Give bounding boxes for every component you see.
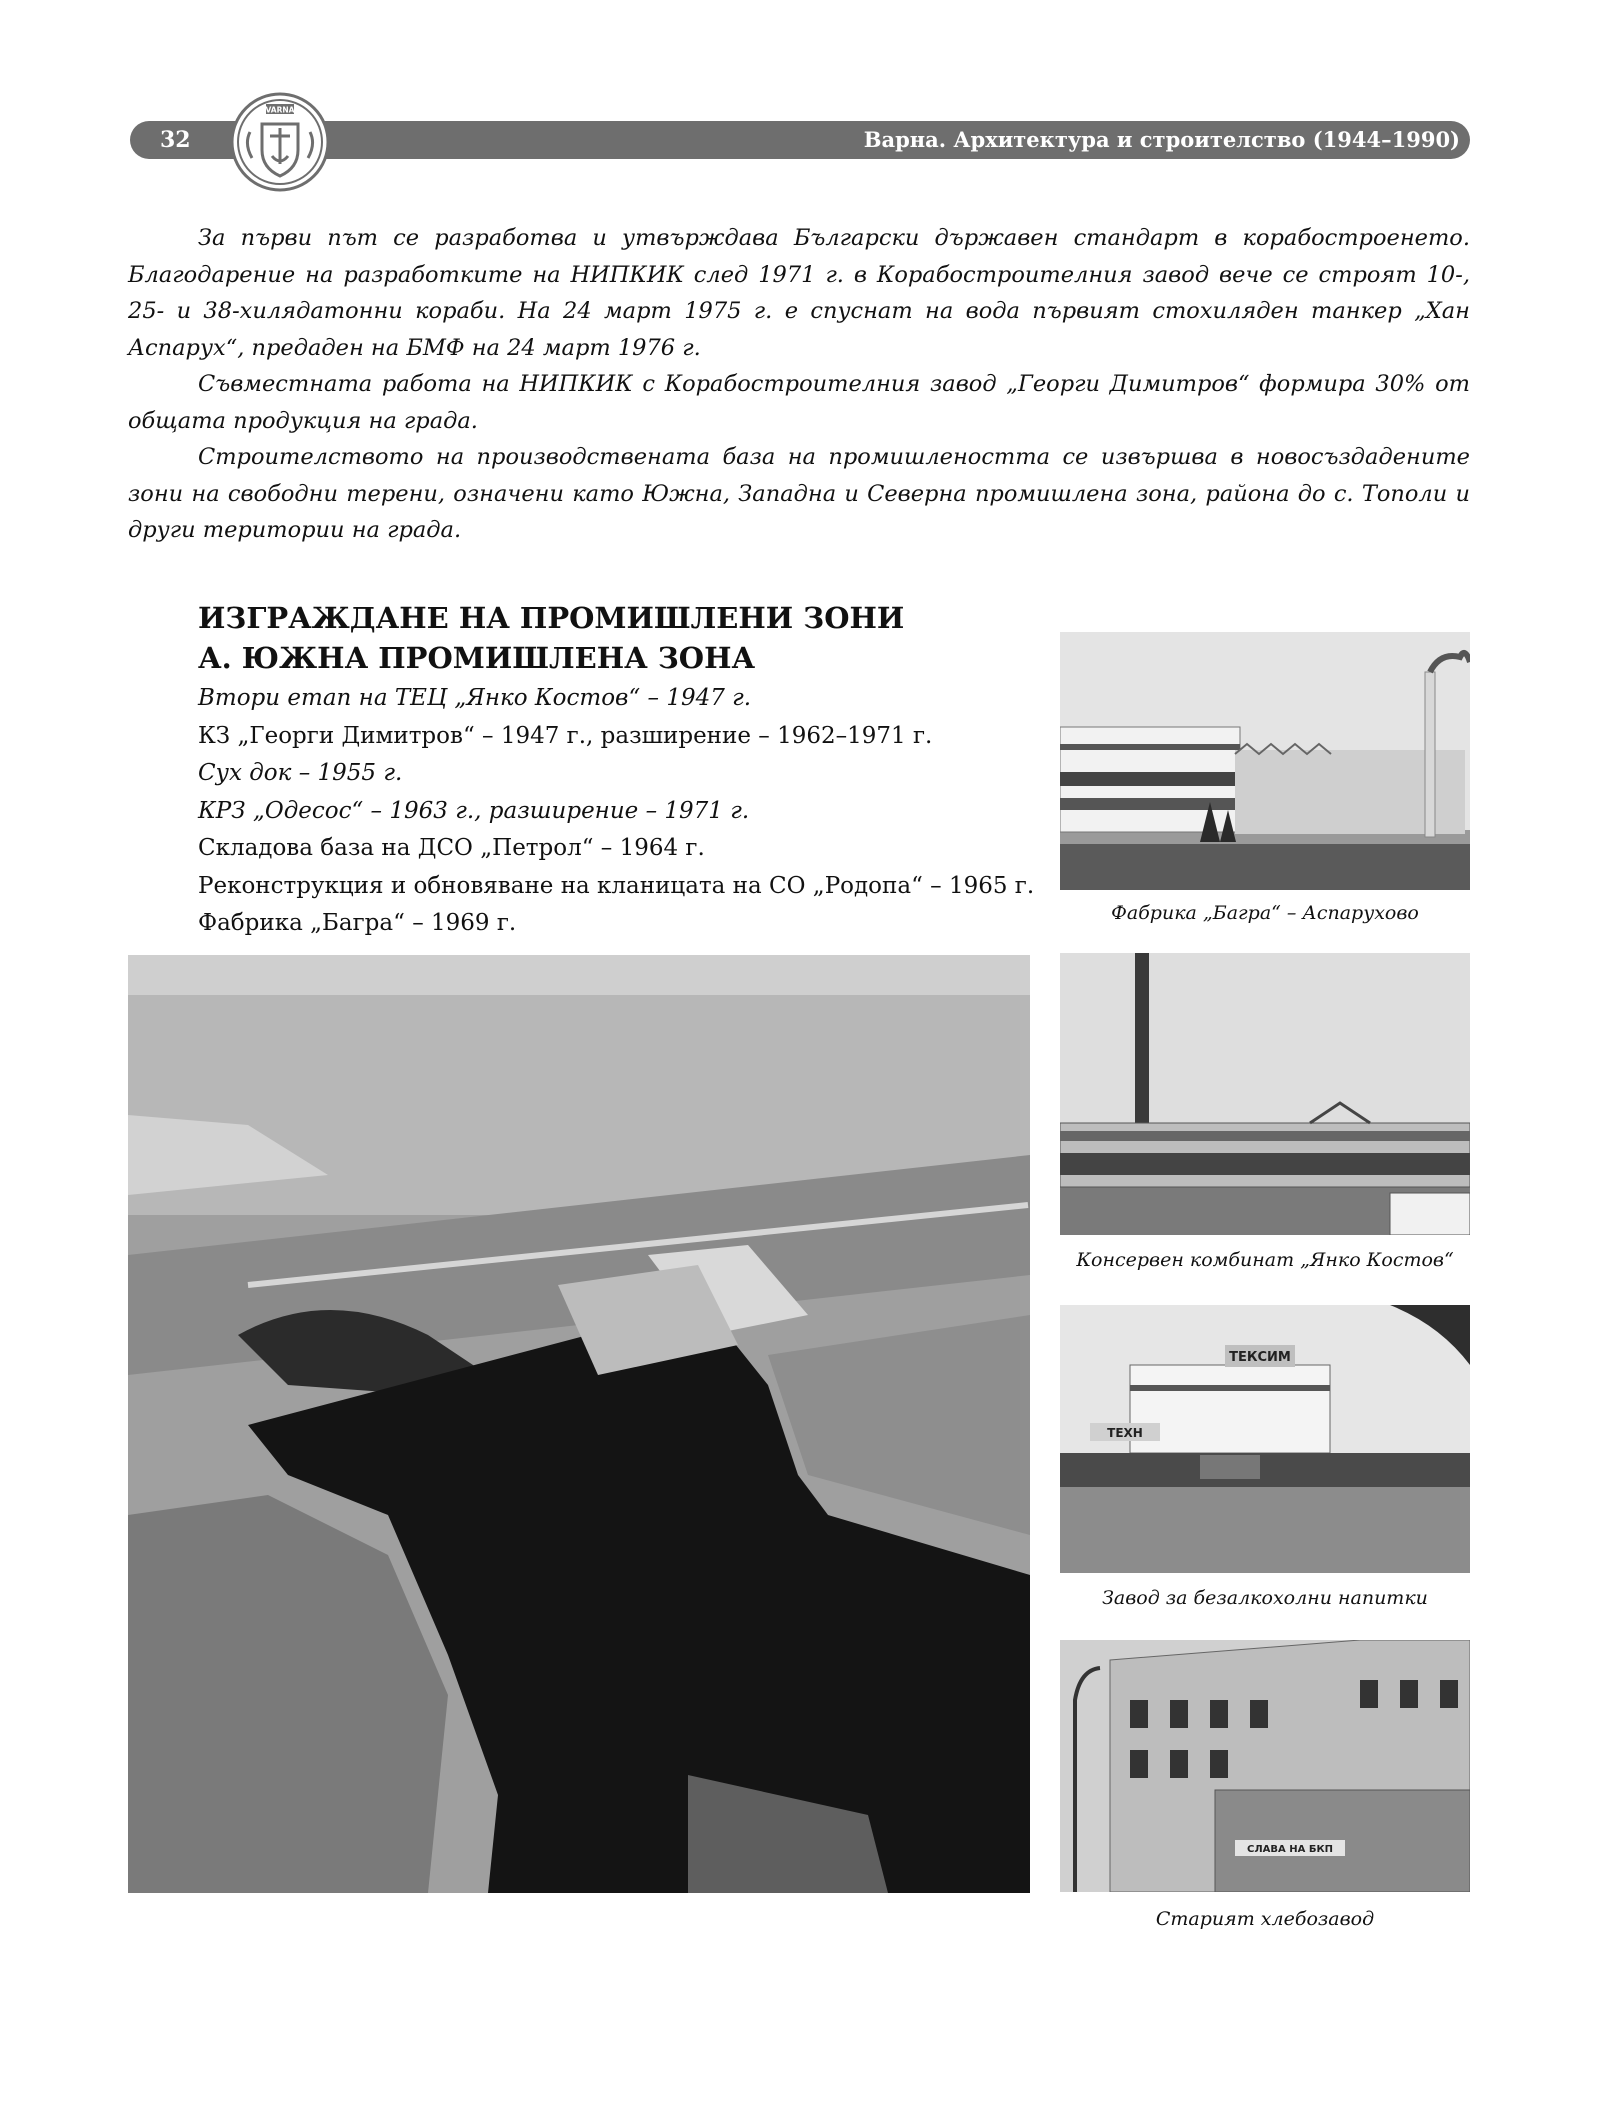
- caption-soft-drinks-factory: Завод за безалкохолни напитки: [1102, 1587, 1428, 1609]
- svg-text:ТЕКСИМ: ТЕКСИМ: [1229, 1350, 1291, 1365]
- list-item: Втори етап на ТЕЦ „Янко Костов“ – 1947 г.: [198, 685, 752, 711]
- paragraph: Съвместната работа на НИПКИК с Корабостроителния завод „Георги Димитров“ формира 30% от общата продукция на града.: [128, 371, 1470, 434]
- page-number: 32: [160, 127, 191, 153]
- list-item: КЗ „Георги Димитров“ – 1947 г., разширение – 1962–1971 г.: [198, 722, 933, 749]
- industrial-zone-list: [198, 680, 1058, 943]
- photo-old-bakery: [1060, 1640, 1470, 1892]
- caption-bagra-factory: Фабрика „Багра“ – Аспарухово: [1111, 902, 1419, 924]
- list-item: КРЗ „Одесос“ – 1963 г., разширение – 1971 г.: [198, 797, 750, 824]
- caption-old-bakery: Старият хлебозавод: [1155, 1908, 1375, 1930]
- paragraph: Строителството на производствената база на промишлеността се извършва в новосъздадените зони на свободни терени, означени като Южна, Западна и Северна промишлена зона, района до с. Тополи и други територии на града.: [128, 444, 1470, 543]
- photo-soft-drinks-factory: [1060, 1305, 1470, 1573]
- paragraph: За първи път се разработва и утвърждава Български държавен стандарт в корабостроенето. Благодарение на разработките на НИПКИК след 1971 г. в Корабостроителния завод вече се строят 10-, 25- и 38-хилядатонни кораби. На 24 март 1975 г. е спуснат на вода първият стохиляден танкер „Хан Аспарух“, предаден на БМФ на 24 март 1976 г.: [128, 225, 1470, 361]
- list-item: Сух док – 1955 г.: [198, 760, 403, 786]
- svg-text:VARNA: VARNA: [265, 105, 295, 115]
- body-text: [128, 220, 1470, 549]
- section-title: ИЗГРАЖДАНЕ НА ПРОМИШЛЕНИ ЗОНИ: [198, 601, 905, 635]
- caption-cannery: Консервен комбинат „Янко Костов“: [1076, 1249, 1454, 1271]
- list-item: Фабрика „Багра“ – 1969 г.: [198, 910, 517, 936]
- photo-aerial-port: [128, 955, 1030, 1893]
- svg-text:СЛАВА НА БКП: СЛАВА НА БКП: [1247, 1844, 1333, 1855]
- running-title: Варна. Архитектура и строителство (1944–1990): [863, 127, 1460, 152]
- subsection-title: А. ЮЖНА ПРОМИШЛЕНА ЗОНА: [198, 641, 756, 675]
- photo-cannery: [1060, 953, 1470, 1235]
- svg-text:ТЕХН: ТЕХН: [1107, 1426, 1143, 1440]
- section-heading: [198, 598, 1058, 678]
- photo-bagra-factory: [1060, 632, 1470, 890]
- varna-coat-of-arms-logo: [230, 92, 330, 192]
- list-item: Складова база на ДСО „Петрол“ – 1964 г.: [198, 835, 705, 861]
- list-item: Реконструкция и обновяване на кланицата на СО „Родопа“ – 1965 г.: [198, 872, 1035, 899]
